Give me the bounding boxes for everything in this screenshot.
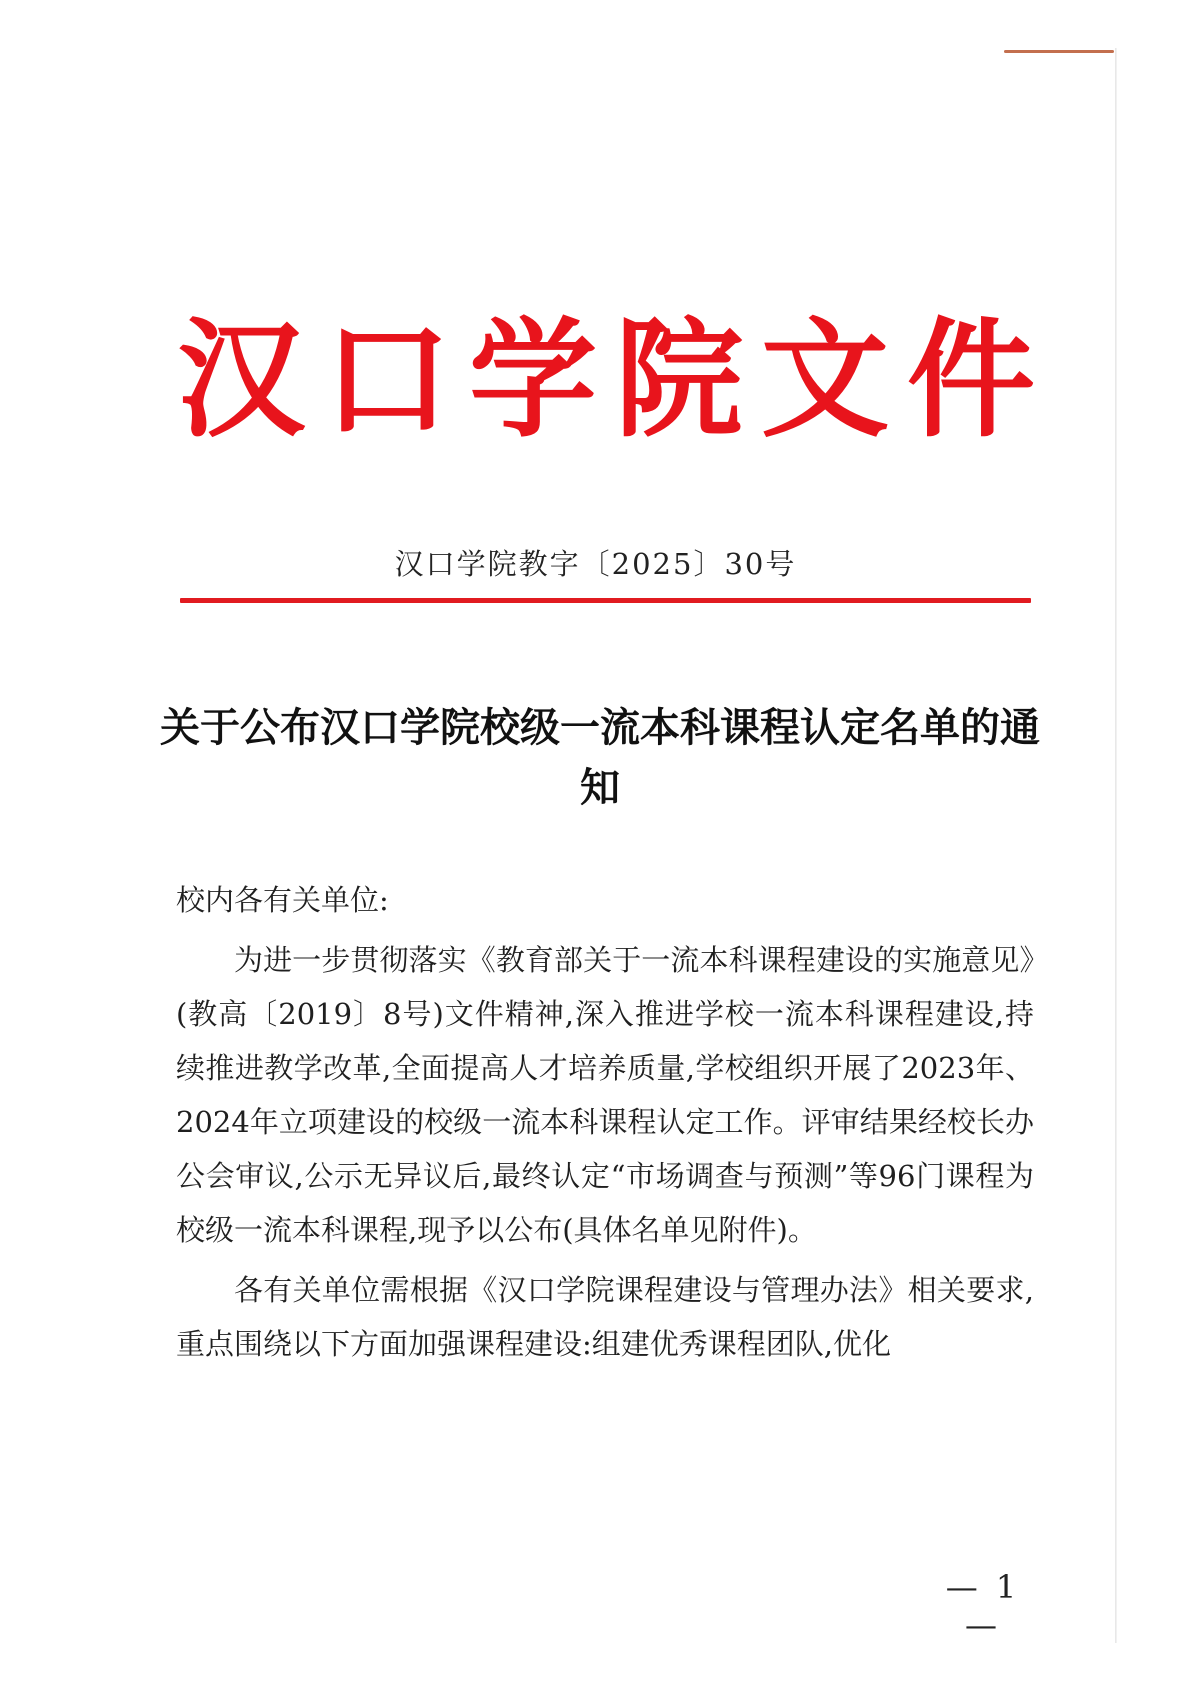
body-paragraph: 各有关单位需根据《汉口学院课程建设与管理办法》相关要求,重点围绕以下方面加强课程建设:组建优秀课程团队,优化 [176, 1273, 1034, 1361]
masthead-char: 汉 [176, 305, 305, 455]
masthead-char: 口 [322, 305, 451, 455]
masthead-char: 院 [614, 305, 743, 455]
body-paragraph: 为进一步贯彻落实《教育部关于一流本科课程建设的实施意见》(教高〔2019〕8号)文件精神,深入推进学校一流本科课程建设,持续推进教学改革,全面提高人才培养质量,学校组织开展了2023年、2024年立项建设的校级一流本科课程认定工作。评审结果经校长办公会审议,公示无异议后,最终认定“市场调查与预测”等96门课程为校级一流本科课程,现予以公布(具体名单见附件)。 [176, 943, 1034, 1247]
document-number: 汉口学院教字〔2025〕30号 [394, 547, 797, 581]
corner-ink-mark [1004, 50, 1114, 53]
masthead-char: 件 [906, 305, 1035, 455]
masthead-char: 学 [468, 305, 597, 455]
masthead-title [176, 305, 1036, 455]
masthead-char: 文 [760, 305, 889, 455]
notice-title: 关于公布汉口学院校级一流本科课程认定名单的通知 [160, 705, 1040, 811]
scan-edge-shadow [1115, 48, 1117, 1643]
notice-body [176, 873, 1034, 1377]
page-number: — 1 — [945, 1568, 1021, 1644]
salutation: 校内各有关单位: [176, 883, 389, 917]
red-divider-rule [180, 598, 1031, 603]
